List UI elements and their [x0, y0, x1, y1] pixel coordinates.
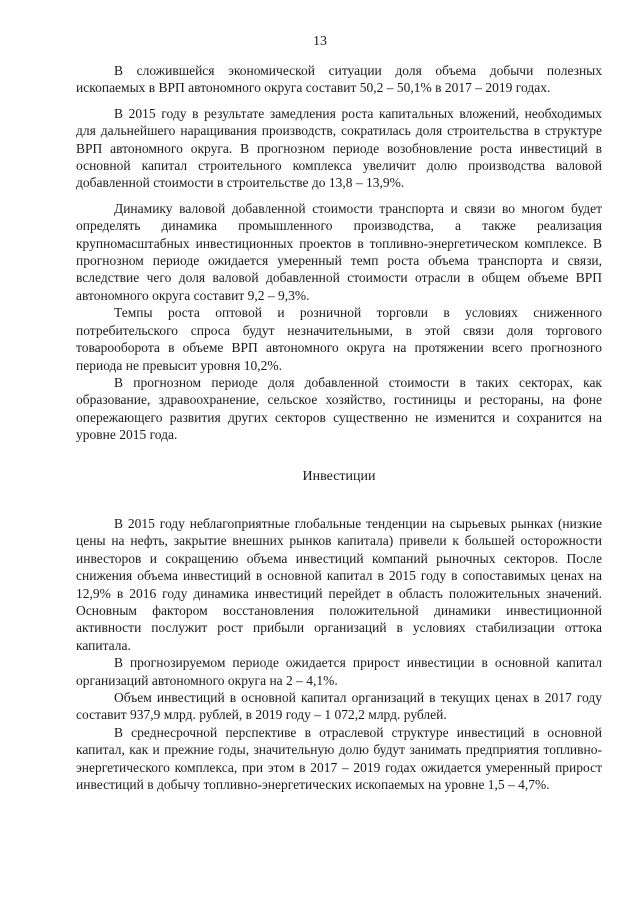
paragraph-investment-volume: Объем инвестиций в основной капитал организаций в текущих ценах в 2017 году составит 937,9 млрд. рублей, в 2019 году – 1 072,2 млрд. рублей. — [76, 690, 602, 723]
page-number: 13 — [313, 34, 327, 49]
paragraph-investment-structure: В среднесрочной перспективе в отраслевой структуре инвестиций в основной капитал, как и прежние годы, значительную долю будут занимать предприятия топливно-энергетического комплекса, при этом в 2017 – 2019 годах ожидается умеренный прирост инвестиций в добычу топливно-энергетических ископаемых на уровне 1,5 – 4,7%. — [76, 724, 602, 793]
paragraph-construction: В 2015 году в результате замедления роста капитальных вложений, необходимых для дальнейшего наращивания производств, сократилась доля строительства в структуре ВРП автономного округа. В прогнозном периоде возобновление роста инвестиций в основной капитал строительного комплекса увеличит долю производства валовой добавленной стоимости в строительстве до 13,8 – 13,9%. — [76, 105, 602, 191]
paragraph-transport: Динамику валовой добавленной стоимости транспорта и связи во многом будет определять динамика промышленного производства, а также реализация крупномасштабных инвестиционных проектов в топливно-энергетическом комплексе. В прогнозном периоде ожидается умеренный темп роста объема транспорта и связи, вследствие чего доля валовой добавленной стоимости отрасли в общем объеме ВРП автономного округа составит 9,2 – 9,3%. — [76, 200, 602, 303]
paragraph-investment-growth: В прогнозируемом периоде ожидается прирост инвестиции в основной капитал организаций автономного округа на 2 – 4,1%. — [76, 655, 602, 688]
paragraph-trade: Темпы роста оптовой и розничной торговли в условиях сниженного потребительского спроса будут незначительными, в этой связи доля торгового товарооборота в объеме ВРП автономного округа на протяжении всего прогнозного периода не превысит уровня 10,2%. — [76, 305, 602, 373]
paragraph-other-sectors: В прогнозном периоде доля добавленной стоимости в таких секторах, как образование, здравоохранение, сельское хозяйство, гостиницы и рестораны, на фоне опережающего развития других секторов существенно не изменится и сохранится на уровне 2015 года. — [76, 374, 602, 443]
page-body — [76, 62, 602, 793]
paragraph-investment-trends: В 2015 году неблагоприятные глобальные тенденции на сырьевых рынках (низкие цены на нефть, закрытие внешних рынков капитала) привели к большей осторожности инвесторов и сокращению объема инвестиций компаний рыночных секторов. После снижения объема инвестиций в основной капитал в 2015 году в сопоставимых ценах на 12,9% в 2016 году динамика инвестиций перейдет в область положительных значений. Основным фактором восстановления положительной динамики инвестиционной активности послужит рост прибыли организаций в условиях стабилизации оттока капитала. — [76, 515, 602, 653]
paragraph-mining-share: В сложившейся экономической ситуации доля объема добычи полезных ископаемых в ВРП автономного округа составит 50,2 – 50,1% в 2017 – 2019 годах. — [76, 63, 602, 96]
section-heading-investments: Инвестиции — [302, 468, 376, 484]
